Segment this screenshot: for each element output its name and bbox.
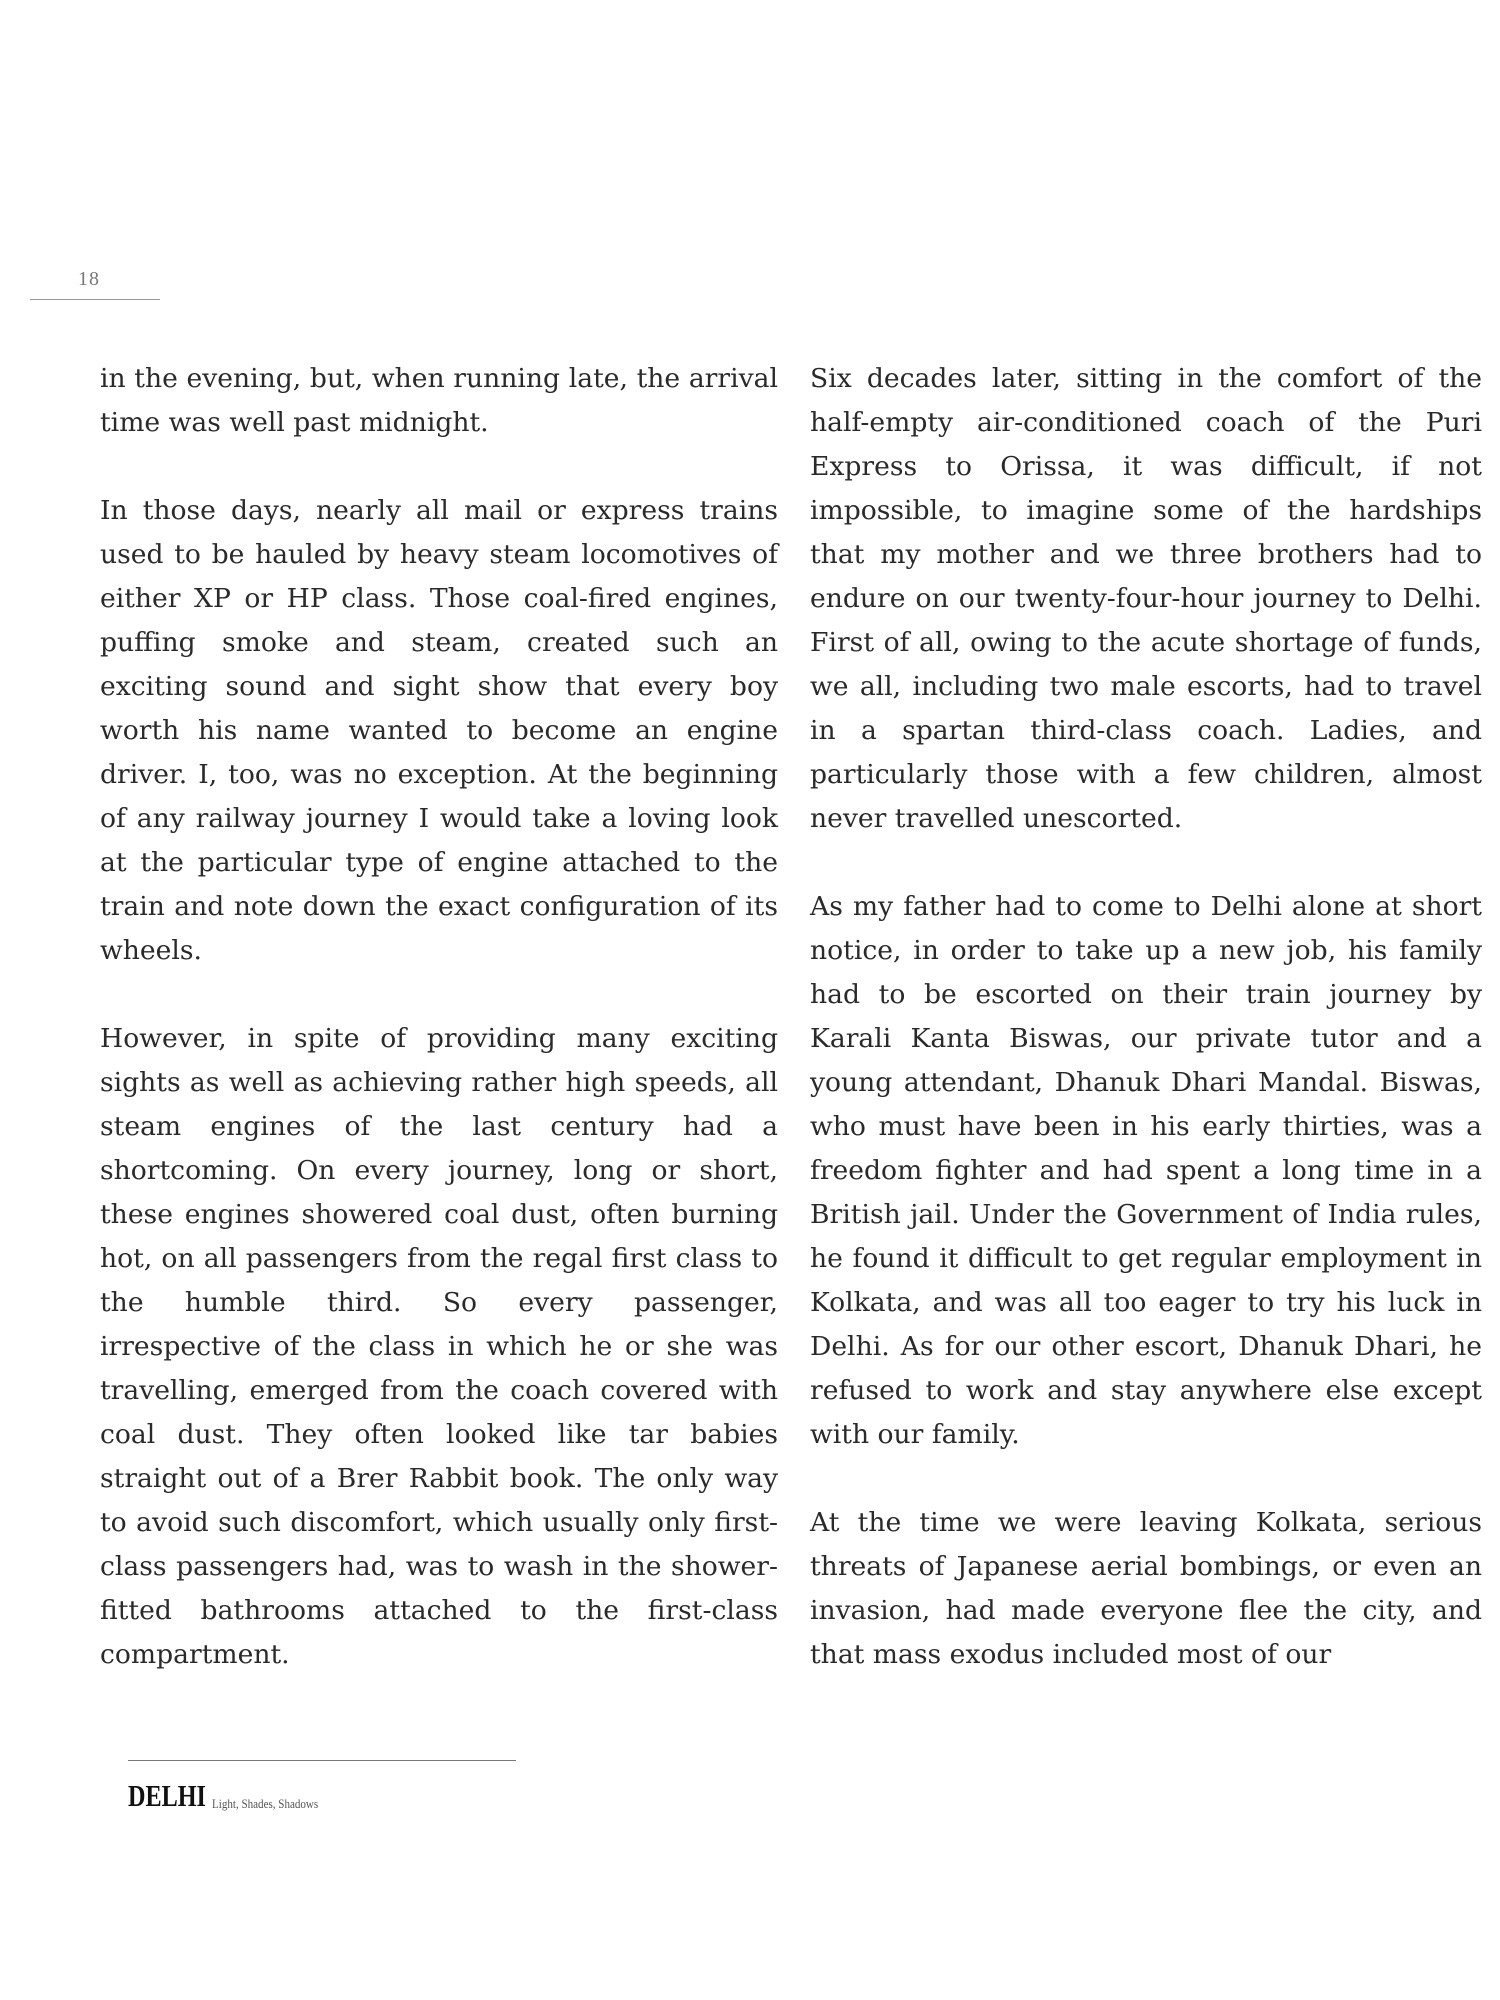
paragraph: In those days, nearly all mail or express trains used to be hauled by heavy steam locomotives of either XP or HP class. Those coal-fired engines, puffing smoke and steam, created such an exciting sound and sight show that every boy worth his name wanted to become an engine driver. I, too, was no exception. At the beginning of any railway journey I would take a loving look at the particular type of engine attached to the train and note down the exact configuration of its wheels. [100, 495, 778, 966]
paragraph: At the time we were leaving Kolkata, serious threats of Japanese aerial bombings, or even an invasion, had made everyone flee the city, and that mass exodus included most of our [810, 1507, 1482, 1670]
page-number: 18 [78, 268, 100, 290]
right-column [810, 357, 1482, 1677]
book-subtitle: Light, Shades, Shadows [212, 1796, 319, 1811]
paragraph: in the evening, but, when running late, the arrival time was well past midnight. [100, 363, 778, 438]
bottom-rule [128, 1760, 516, 1761]
book-title: DELHI [128, 1778, 206, 1813]
left-column [100, 357, 778, 1677]
paragraph: Six decades later, sitting in the comfort of the half-empty air-conditioned coach of the Puri Express to Orissa, it was difficult, if not impossible, to imagine some of the hardships that my mother and we three brothers had to endure on our twenty-four-hour journey to Delhi. First of all, owing to the acute shortage of funds, we all, including two male escorts, had to travel in a spartan third-class coach. Ladies, and particularly those with a few children, almost never travelled unescorted. [810, 363, 1482, 834]
paragraph: As my father had to come to Delhi alone at short notice, in order to take up a new job, his family had to be escorted on their train journey by Karali Kanta Biswas, our private tutor and a young attendant, Dhanuk Dhari Mandal. Biswas, who must have been in his early thirties, was a freedom fighter and had spent a long time in a British jail. Under the Government of India rules, he found it difficult to get regular employment in Kolkata, and was all too eager to try his luck in Delhi. As for our other escort, Dhanuk Dhari, he refused to work and stay anywhere else except with our family. [810, 891, 1482, 1450]
paragraph: However, in spite of providing many exciting sights as well as achieving rather high speeds, all steam engines of the last century had a shortcoming. On every journey, long or short, these engines showered coal dust, often burning hot, on all passengers from the regal first class to the humble third. So every passenger, irrespective of the class in which he or she was travelling, emerged from the coach covered with coal dust. They often looked like tar babies straight out of a Brer Rabbit book. The only way to avoid such discomfort, which usually only first-class passengers had, was to wash in the shower-fitted bathrooms attached to the first-class compartment. [100, 1023, 778, 1670]
book-footer [128, 1778, 337, 1814]
top-rule [30, 299, 160, 300]
